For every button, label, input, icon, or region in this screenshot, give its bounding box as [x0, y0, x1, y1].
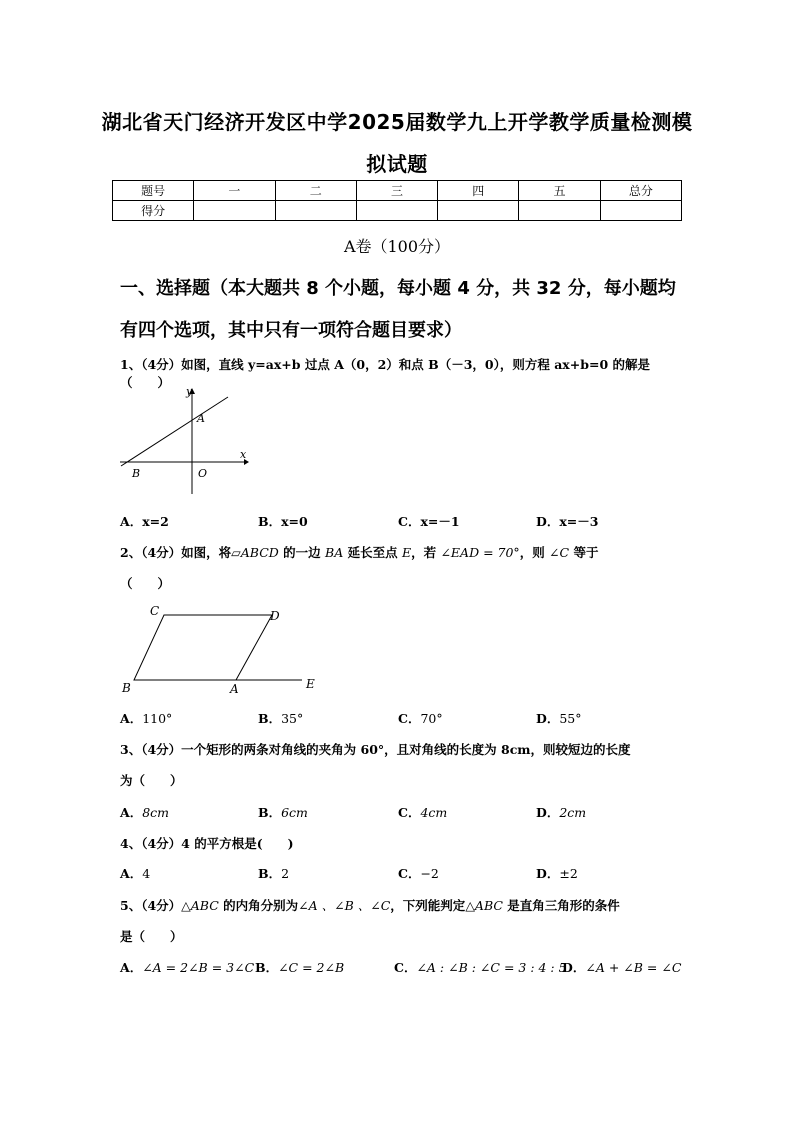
question-2-option-a[interactable] [120, 709, 172, 727]
stem-text: 2、（4分）如图，将 [120, 545, 232, 560]
score-table-header-cell: 一 [194, 181, 275, 201]
question-3-stem-line2: 为（ ） [120, 773, 183, 788]
score-cell[interactable] [438, 201, 519, 221]
option-text: 35° [281, 711, 304, 726]
origin-label: O [198, 467, 208, 480]
stem-math: E [401, 545, 412, 560]
score-cell[interactable] [600, 201, 681, 221]
stem-text: ，下列能判定 [390, 898, 466, 913]
question-2-option-c[interactable] [398, 709, 443, 727]
option-text: ∠A + ∠B = ∠C [585, 960, 682, 975]
score-cell[interactable] [194, 201, 275, 221]
parallelogram-abcd [134, 615, 272, 680]
stem-text: 5、（4分） [120, 898, 182, 913]
question-4-option-c[interactable] [398, 864, 439, 882]
option-letter: C． [398, 805, 421, 820]
point-e-label: E [306, 677, 315, 691]
score-cell[interactable] [275, 201, 356, 221]
question-4-option-d[interactable] [536, 864, 578, 882]
vertex-a-label: A [230, 682, 239, 696]
option-letter: D． [562, 960, 586, 975]
question-3-option-d[interactable] [536, 803, 586, 821]
question-3-option-a[interactable] [120, 803, 169, 821]
score-table-header-cell: 五 [519, 181, 600, 201]
question-3-option-b[interactable] [258, 803, 308, 821]
question-5-stem-line2: 是（ ） [120, 929, 183, 944]
option-text: 55° [559, 711, 582, 726]
option-text: 8cm [142, 805, 170, 820]
stem-text: ，若 [411, 545, 441, 560]
option-text: 6cm [281, 805, 308, 820]
part1-heading-line1: 一、选择题（本大题共 8 个小题，每小题 4 分，共 32 分，每小题均 [120, 278, 676, 299]
point-a-label: A [197, 412, 205, 425]
option-text: ∠A = 2∠B = 3∠C [142, 960, 255, 975]
option-letter: D． [536, 805, 560, 820]
line-y-ax-b [121, 397, 228, 466]
stem-math: ▱ABCD [231, 545, 279, 560]
option-letter: A． [120, 514, 143, 529]
stem-text: 等于 [569, 545, 599, 560]
y-axis-label: y [186, 385, 193, 398]
option-letter: A． [120, 805, 143, 820]
vertex-d-label: D [270, 609, 280, 623]
option-letter: D． [536, 514, 560, 529]
question-1-option-b[interactable] [258, 512, 308, 530]
score-table-header-row [113, 181, 682, 201]
option-letter: C． [398, 514, 421, 529]
option-letter: B． [258, 805, 282, 820]
question-2-option-d[interactable] [536, 709, 582, 727]
option-letter: C． [394, 960, 417, 975]
question-2-stem [120, 543, 690, 561]
option-text: ∠C = 2∠B [278, 960, 345, 975]
option-letter: B． [258, 711, 282, 726]
option-text: x=2 [142, 514, 169, 529]
vertex-b-label: B [122, 681, 131, 695]
question-2-stem-line2: （ ） [120, 576, 171, 591]
option-letter: B． [258, 866, 282, 881]
option-text: 70° [420, 711, 443, 726]
option-letter: D． [536, 866, 560, 881]
option-letter: A． [120, 960, 143, 975]
stem-math: BA [325, 545, 344, 560]
score-table-header-cell: 四 [438, 181, 519, 201]
score-table-row-label: 得分 [113, 201, 194, 221]
option-letter: B． [255, 960, 279, 975]
option-text: x=0 [281, 514, 308, 529]
option-text: 2 [281, 866, 290, 881]
question-1-stem: 1、（4分）如图，直线 y=ax+b 过点 A（0，2）和点 B（－3，0），则方程 ax+b=0 的解是（ ） [120, 357, 650, 390]
stem-text: 的内角分别为 [218, 898, 299, 913]
option-text: −2 [420, 866, 439, 881]
score-cell[interactable] [356, 201, 437, 221]
exam-title-line1: 湖北省天门经济开发区中学2025届数学九上开学教学质量检测模 [101, 110, 693, 134]
x-axis-label: x [240, 448, 247, 461]
question-5-option-b[interactable] [255, 958, 344, 976]
option-text: 2cm [559, 805, 587, 820]
question-3-stem: 3、（4分）一个矩形的两条对角线的夹角为 60°，且对角线的长度为 8cm，则较短边的长度 [120, 742, 631, 757]
option-text: ±2 [559, 866, 578, 881]
score-table-header-cell: 三 [356, 181, 437, 201]
option-text: 110° [142, 711, 173, 726]
score-table-header-cell: 二 [275, 181, 356, 201]
option-letter: A． [120, 711, 143, 726]
section-title: A卷（100分） [343, 237, 451, 256]
score-table-score-row [113, 201, 682, 221]
question-5-option-d[interactable] [562, 958, 681, 976]
question-1-option-d[interactable] [536, 512, 598, 530]
stem-text: 是直角三角形的条件 [502, 898, 620, 913]
score-cell[interactable] [519, 201, 600, 221]
option-text: 4cm [420, 805, 448, 820]
stem-text: ，则 [519, 545, 550, 560]
question-5-option-c[interactable] [394, 958, 567, 976]
option-letter: D． [536, 711, 560, 726]
stem-math: △ABC [181, 898, 219, 913]
part1-heading-line2: 有四个选项，其中只有一项符合题目要求） [120, 320, 462, 341]
question-1-option-a[interactable] [120, 512, 169, 530]
question-4-stem: 4、（4分）4 的平方根是( ) [120, 836, 294, 851]
option-letter: C． [398, 866, 421, 881]
option-text: x=－1 [420, 514, 460, 529]
question-4-option-b[interactable] [258, 864, 289, 882]
stem-math: ∠C [549, 545, 570, 560]
stem-math: ∠A 、∠B 、∠C [298, 898, 391, 913]
score-table-header-cell: 题号 [113, 181, 194, 201]
option-letter: B． [258, 514, 282, 529]
option-letter: C． [398, 711, 421, 726]
question-2-figure [118, 602, 323, 697]
question-1-option-c[interactable] [398, 512, 460, 530]
stem-math: △ABC [465, 898, 503, 913]
score-table [112, 180, 682, 221]
question-5-stem [120, 896, 690, 914]
question-4-option-a[interactable] [120, 864, 150, 882]
question-1-figure [118, 382, 250, 497]
option-letter: A． [120, 866, 143, 881]
question-3-option-c[interactable] [398, 803, 447, 821]
option-text: 4 [142, 866, 151, 881]
score-table-header-cell: 总分 [600, 181, 681, 201]
stem-math: ∠EAD = 70° [440, 545, 520, 560]
question-2-option-b[interactable] [258, 709, 303, 727]
vertex-c-label: C [150, 604, 160, 618]
option-text: x=－3 [559, 514, 599, 529]
option-text: ∠A : ∠B : ∠C = 3 : 4 : 5 [416, 960, 567, 975]
exam-title-line2: 拟试题 [366, 152, 428, 176]
stem-text: 的一边 [278, 545, 326, 560]
stem-text: 延长至点 [343, 545, 402, 560]
point-b-label: B [132, 467, 141, 480]
question-5-option-a[interactable] [120, 958, 254, 976]
